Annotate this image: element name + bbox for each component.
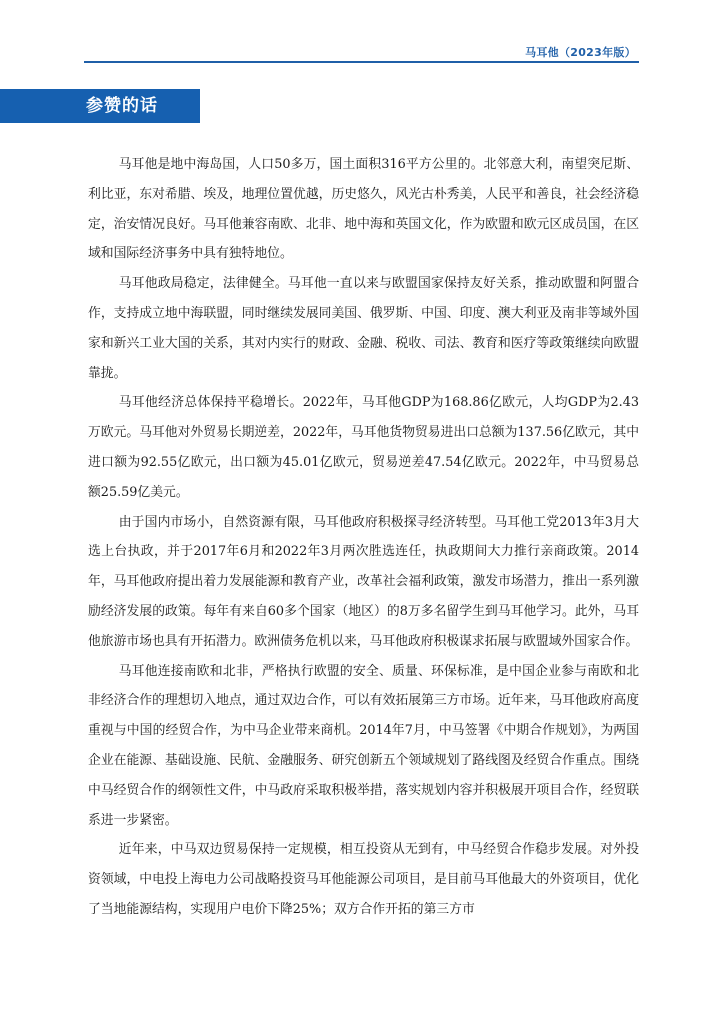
paragraph: 马耳他政局稳定，法律健全。马耳他一直以来与欧盟国家保持友好关系，推动欧盟和阿盟合作，支持成立地中海联盟，同时继续发展同美国、俄罗斯、中国、印度、澳大利亚及南非等域外国家和新兴工业大国的关系，其对内实行的财政、金融、税收、司法、教育和医疗等政策继续向欧盟靠拢。 (88, 276, 639, 381)
running-header: 马耳他（2023年版） (525, 46, 636, 59)
body-text (88, 150, 639, 925)
section-title: 参赞的话 (86, 96, 158, 116)
section-title-bar (0, 89, 200, 123)
paragraph: 马耳他经济总体保持平稳增长。2022年，马耳他GDP为168.86亿欧元，人均GDP为2.43万欧元。马耳他对外贸易长期逆差，2022年，马耳他货物贸易进出口总额为137.56亿欧元，其中进口额为92.55亿欧元，出口额为45.01亿欧元，贸易逆差47.54亿欧元。2022年，中马贸易总额25.59亿美元。 (88, 395, 639, 500)
paragraph: 马耳他连接南欧和北非，严格执行欧盟的安全、质量、环保标准，是中国企业参与南欧和北非经济合作的理想切入地点，通过双边合作，可以有效拓展第三方市场。近年来，马耳他政府高度重视与中国的经贸合作，为中马企业带来商机。2014年7月，中马签署《中期合作规划》，为两国企业在能源、基础设施、民航、金融服务、研究创新五个领域规划了路线图及经贸合作重点。围绕中马经贸合作的纲领性文件，中马政府采取积极举措，落实规划内容并积极展开项目合作，经贸联系进一步紧密。 (88, 663, 639, 828)
header-rule (84, 61, 639, 63)
paragraph: 由于国内市场小，自然资源有限，马耳他政府积极探寻经济转型。马耳他工党2013年3月大选上台执政，并于2017年6月和2022年3月两次胜选连任，执政期间大力推行亲商政策。2014年，马耳他政府提出着力发展能源和教育产业，改革社会福利政策，激发市场潜力，推出一系列激励经济发展的政策。每年有来自60多个国家（地区）的8万多名留学生到马耳他学习。此外，马耳他旅游市场也具有开拓潜力。欧洲债务危机以来，马耳他政府积极谋求拓展与欧盟域外国家合作。 (88, 514, 639, 649)
paragraph: 马耳他是地中海岛国，人口50多万，国土面积316平方公里的。北邻意大利，南望突尼斯、利比亚，东对希腊、埃及，地理位置优越，历史悠久，风光古朴秀美，人民平和善良，社会经济稳定，治安情况良好。马耳他兼容南欧、北非、地中海和英国文化，作为欧盟和欧元区成员国，在区域和国际经济事务中具有独特地位。 (88, 157, 639, 262)
paragraph: 近年来，中马双边贸易保持一定规模，相互投资从无到有，中马经贸合作稳步发展。对外投资领域，中电投上海电力公司战略投资马耳他能源公司项目，是目前马耳他最大的外资项目，优化了当地能源结构，实现用户电价下降25%；双方合作开拓的第三方市 (88, 842, 639, 917)
